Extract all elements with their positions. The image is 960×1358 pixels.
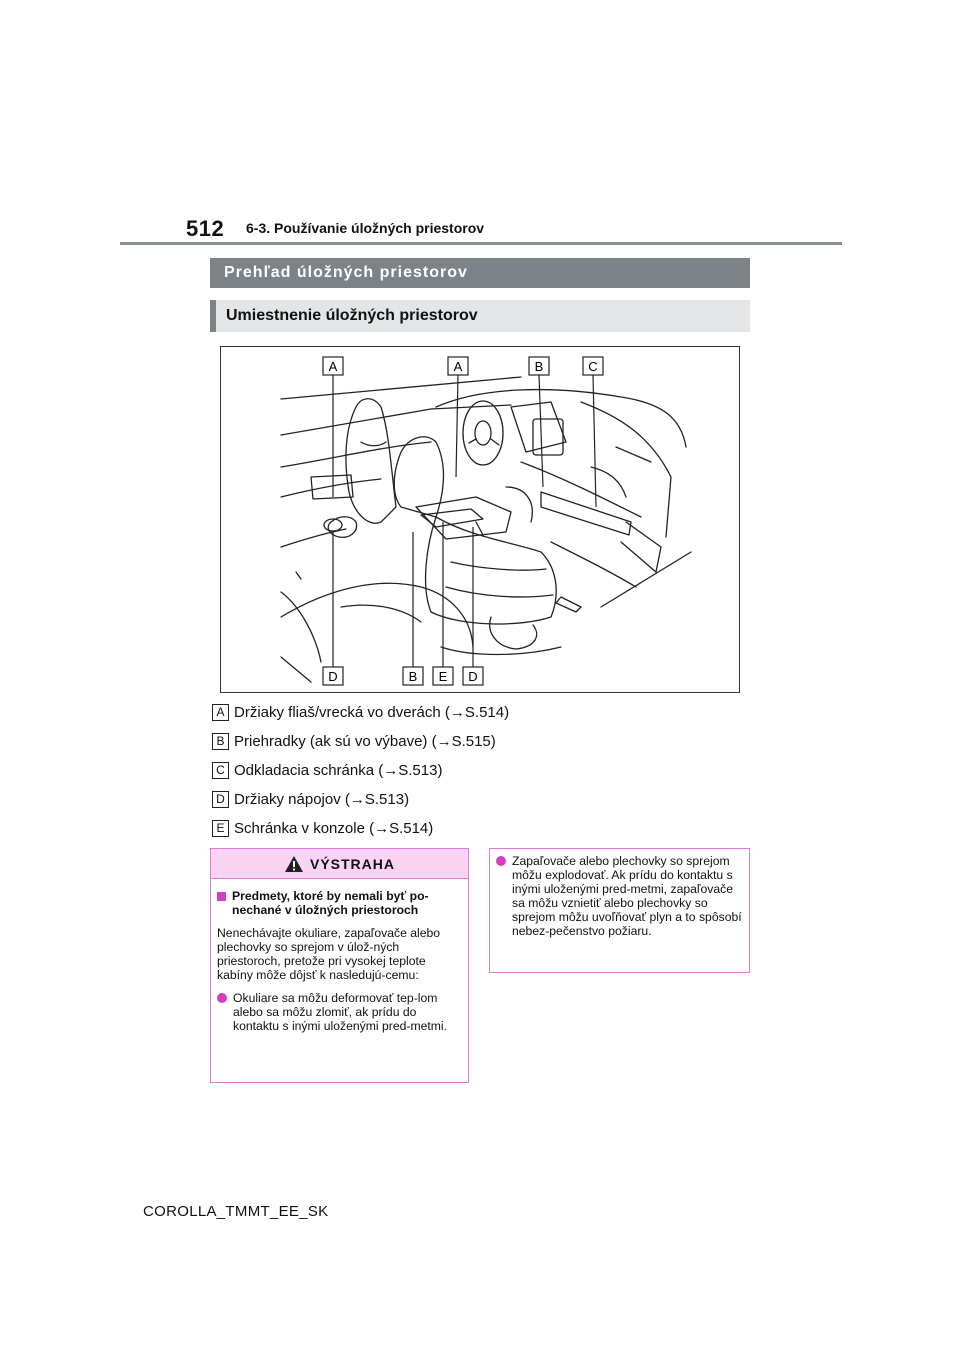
legend-text: Odkladacia schránka (→S.513) [234,761,443,779]
legend-letter: B [212,733,229,750]
legend-text: Schránka v konzole (→S.514) [234,819,434,837]
legend-list [212,702,732,847]
legend-letter: E [212,820,229,837]
warning-bullet-text: Okuliare sa môžu deformovať tep-lom alebo sa môžu zlomiť, ak prídu do kontaktu s inými uloženými pred-metmi. [233,991,448,1033]
legend-text: Držiaky fliaš/vrecká vo dverách (→S.514) [234,703,510,721]
warning-heading [217,889,462,917]
warning-bullet-text: Zapaľovače alebo plechovky so sprejom môžu explodovať. Ak prídu do kontaktu s inými uloženými pred-metmi, zapaľovače sa môžu vznietiť alebo plechovky so sprejom môžu uvoľňovať plyn a to spôsobí nebez-pečenstvo požiaru. [512,854,742,938]
subsection-title: Umiestnenie úložných priestorov [210,300,750,332]
warning-header [211,849,468,879]
legend-letter: D [212,791,229,808]
warning-title: VÝSTRAHA [309,855,395,872]
callout-bottom-2: B [408,669,418,684]
page-number: 512 [186,216,225,241]
chapter-title: 6-3. Používanie úložných priestorov [246,220,485,236]
footer-document-code: COROLLA_TMMT_EE_SK [143,1203,329,1220]
callout-bottom-3: E [438,669,448,684]
warning-box [210,848,469,1083]
section-title: Prehľad úložných priestorov [210,258,750,288]
callout-bottom-1: D [328,669,338,684]
legend-letter: C [212,762,229,779]
warning-box-continued [489,848,750,973]
legend-item [212,818,732,838]
warning-heading-text: Predmety, ktoré by nemali byť po-nechané v úložných priestoroch [232,889,429,917]
callout-top-4: C [588,359,598,374]
legend-item [212,760,732,780]
callout-bottom-4: D [468,669,478,684]
round-bullet-icon [217,993,227,1003]
header-divider [120,242,842,245]
legend-text: Držiaky nápojov (→S.513) [234,790,410,808]
warning-bullet-item [496,854,743,938]
top-callouts [323,357,603,375]
car-interior-drawing [221,347,741,694]
warning-bullet-item [217,991,462,1033]
warning-triangle-icon [284,855,304,873]
callout-top-2: A [453,359,463,374]
callout-top-1: A [328,359,338,374]
legend-text: Priehradky (ak sú vo výbave) (→S.515) [234,732,496,750]
legend-letter: A [212,704,229,721]
square-bullet-icon [217,892,226,901]
car-interior-illustration [220,346,740,693]
bottom-callouts [323,667,483,685]
callout-top-3: B [534,359,544,374]
warning-paragraph: Nenechávajte okuliare, zapaľovače alebo plechovky so sprejom v úlož-ných priestoroch, pretože pri vysokej teplote kabíny môže dôjsť k nasledujú-cemu: [217,926,441,982]
legend-item [212,731,732,751]
round-bullet-icon [496,856,506,866]
legend-item [212,789,732,809]
warning-body [211,879,468,1039]
legend-item [212,702,732,722]
